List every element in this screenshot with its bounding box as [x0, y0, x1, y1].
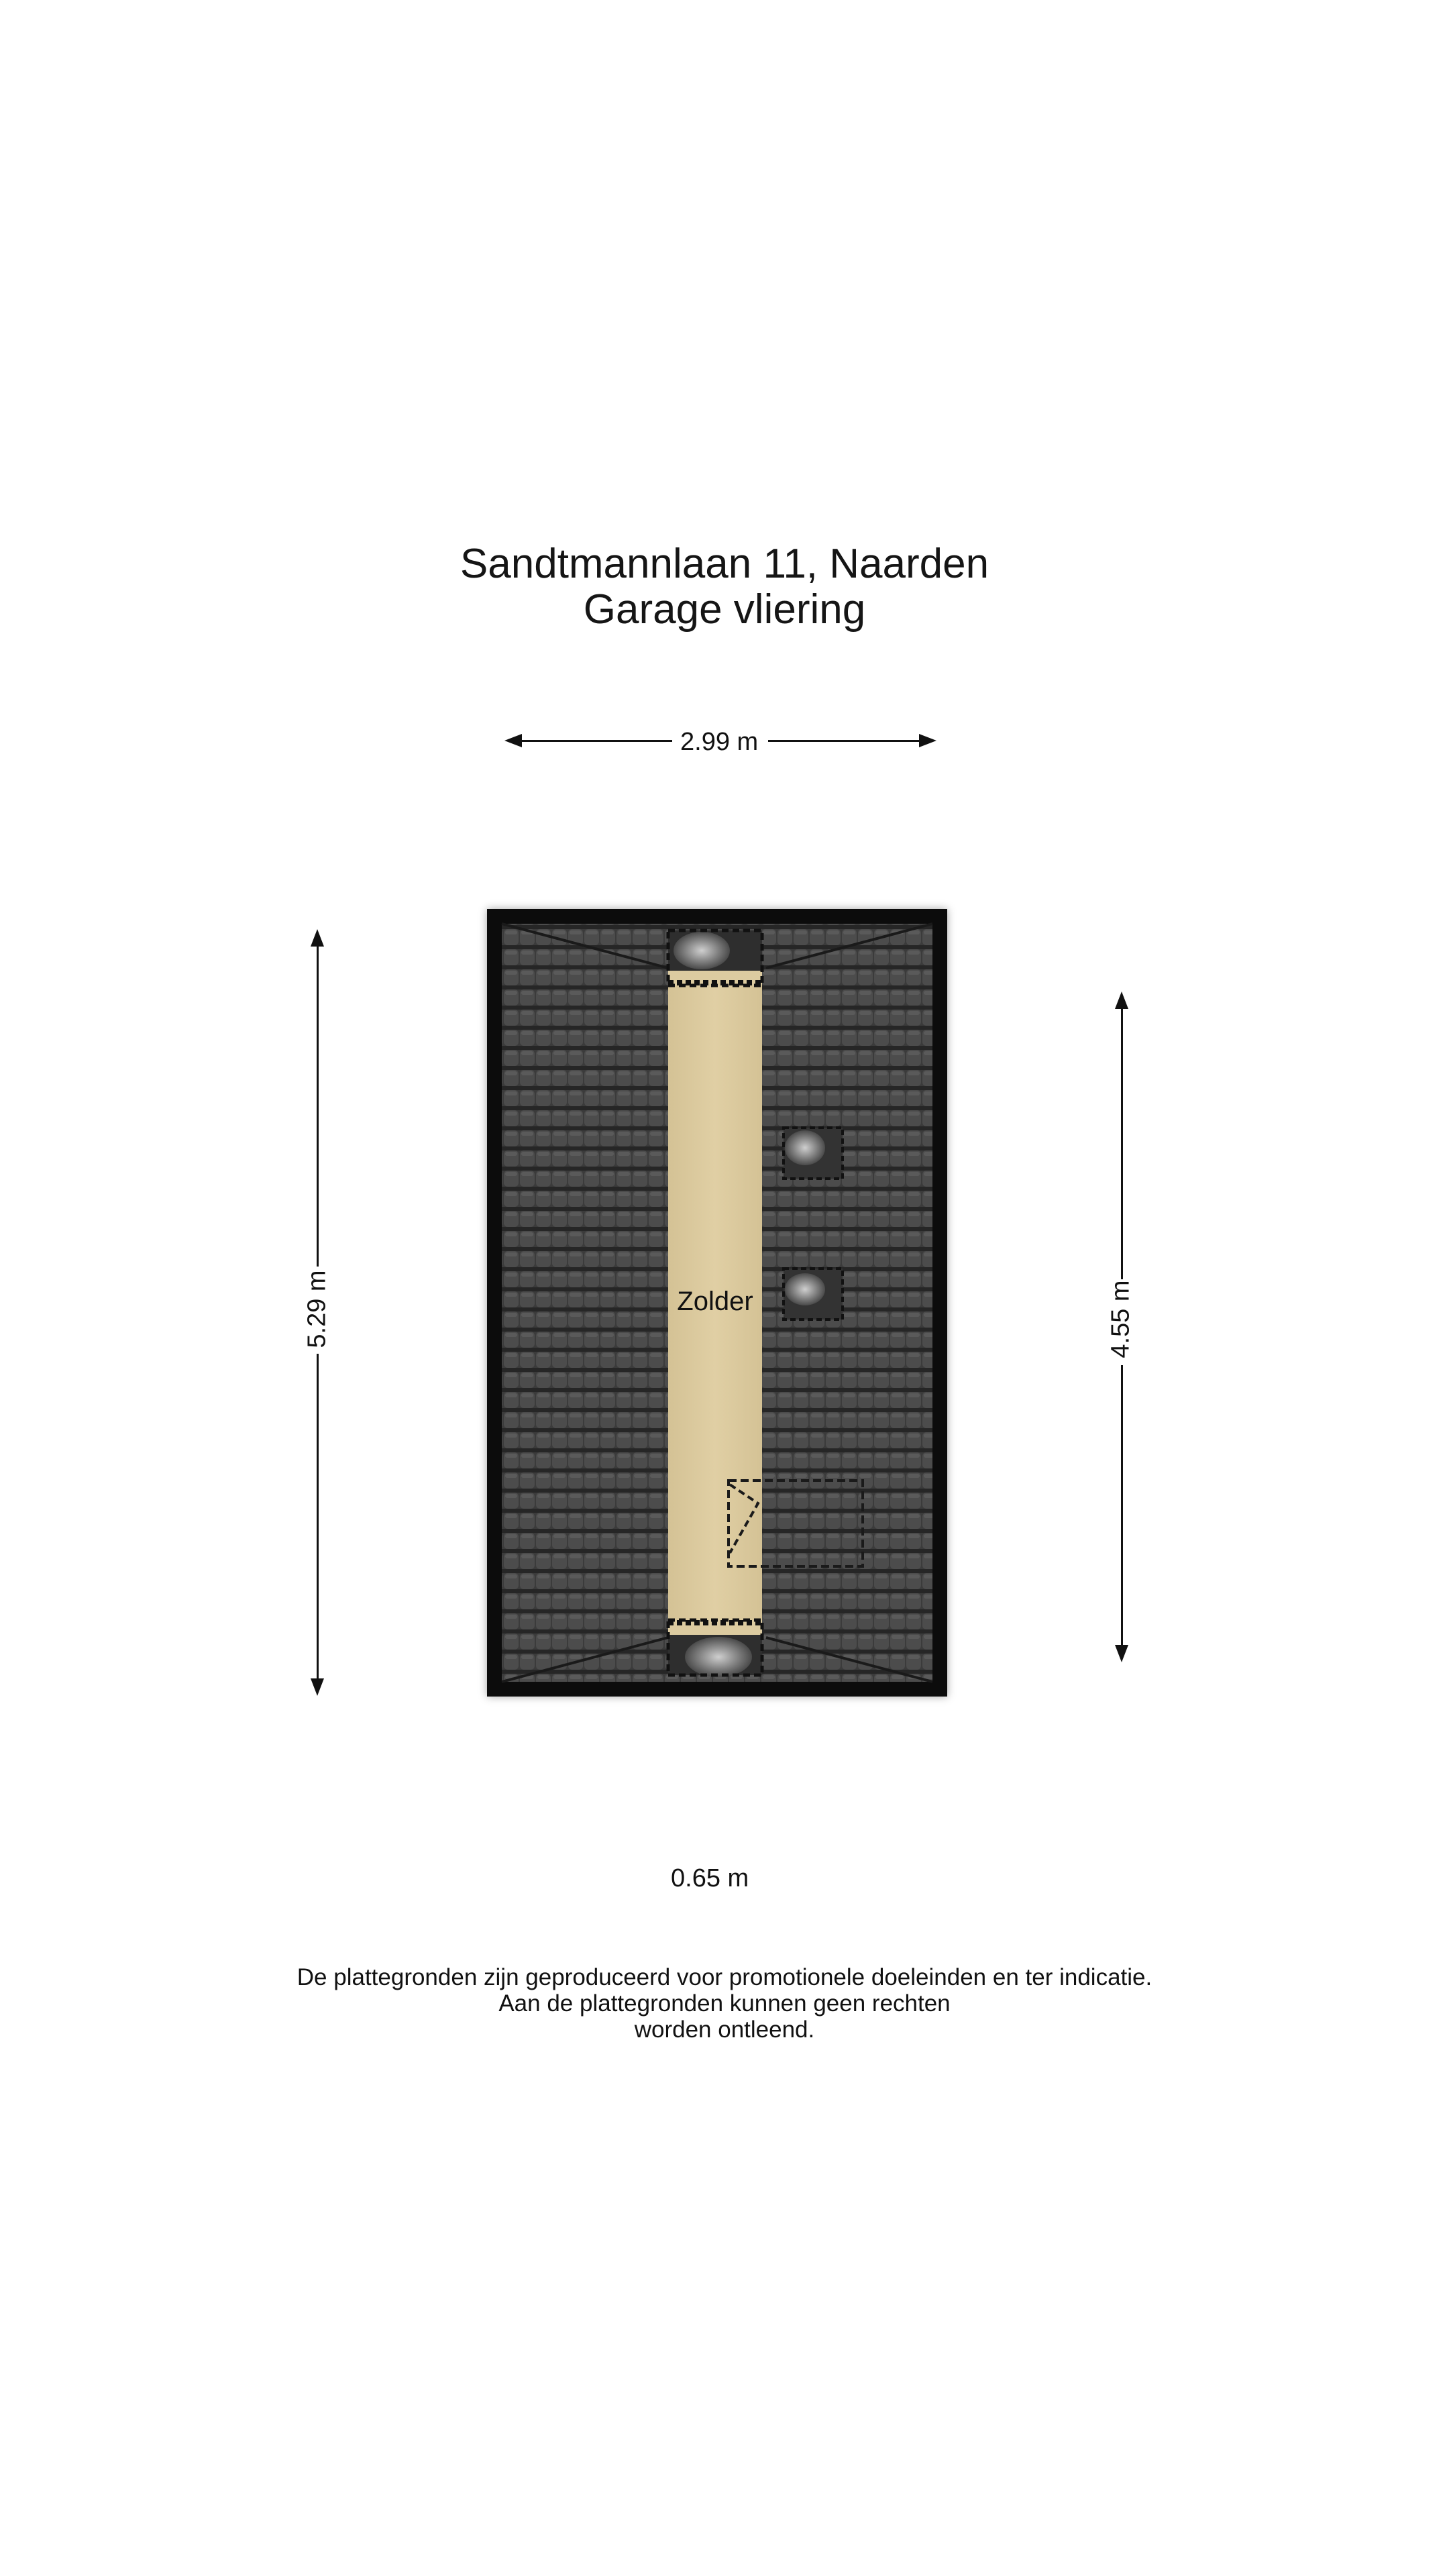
dimension-line-upper	[317, 939, 319, 1267]
room-label: Zolder	[677, 1287, 753, 1316]
floor-plan	[487, 909, 947, 1697]
width-label: 2.99 m	[680, 728, 759, 756]
dimension-line-lower	[1121, 1365, 1123, 1647]
dimension-line-lower	[317, 1354, 319, 1682]
dimension-line-upper	[1121, 1003, 1123, 1279]
bottom-dimension-label: 0.65 m	[671, 1864, 749, 1892]
right-height-label: 4.55 m	[1106, 1280, 1135, 1358]
address-title: Sandtmannlaan 11, Naarden	[460, 541, 989, 587]
light-icon	[785, 1130, 825, 1165]
light-icon	[785, 1273, 825, 1305]
floor-title: Garage vliering	[583, 586, 866, 633]
disclaimer-line-1: De plattegronden zijn geproduceerd voor promotionele doeleinden en ter indicatie.	[297, 1964, 1152, 1990]
left-height-label: 5.29 m	[303, 1270, 331, 1348]
arrow-right-icon	[919, 734, 936, 747]
light-icon	[674, 932, 730, 969]
disclaimer-line-2: Aan de plattegronden kunnen geen rechten	[498, 1990, 951, 2017]
disclaimer-line-3: worden ontleend.	[634, 2017, 815, 2043]
arrow-down-icon	[1115, 1645, 1128, 1662]
dimension-line-left	[517, 740, 672, 742]
light-icon	[685, 1637, 752, 1677]
dimension-line-right	[768, 740, 929, 742]
arrow-down-icon	[311, 1678, 324, 1696]
